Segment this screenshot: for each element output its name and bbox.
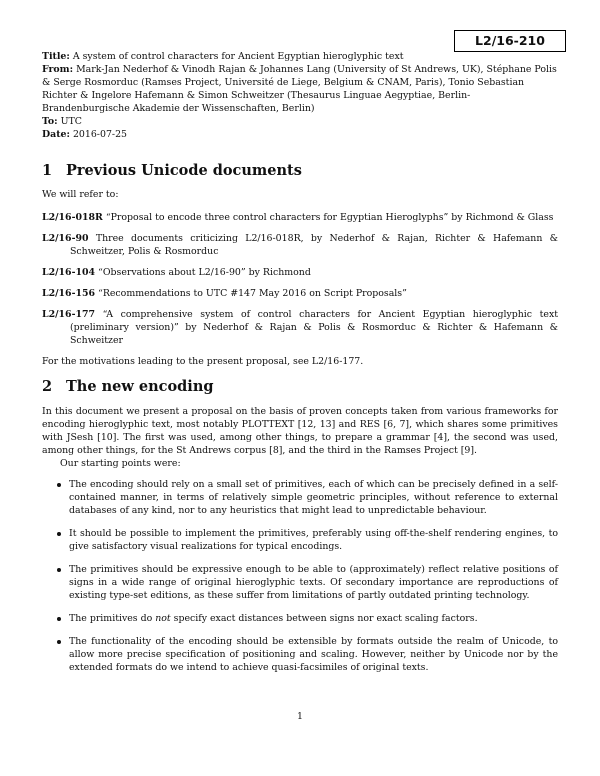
document-number-box: L2/16-210	[454, 30, 566, 52]
reference-text: “Proposal to encode three control characters for Egyptian Hieroglyphs” by Richmond & Glass	[105, 212, 554, 223]
section-1-body	[42, 188, 558, 368]
reference-id: L2/16-018R	[42, 212, 103, 223]
from-line	[42, 63, 558, 115]
title-line	[42, 50, 558, 63]
from-label: From:	[42, 64, 74, 75]
list-item: The primitives should be expressive enough to be able to (approximately) reflect relative positions of signs in a wide range of original hieroglyphic texts. Of secondary importance are reproductions of existing type-set editions, as these suffer from limitations of partly outdated printing technology.	[42, 563, 558, 602]
reference-id: L2/16-104	[42, 267, 96, 278]
reference-text: “Recommendations to UTC #147 May 2016 on Script Proposals”	[98, 288, 407, 299]
section-2-starting-points: Our starting points were:	[60, 458, 181, 469]
title-label: Title:	[42, 51, 70, 62]
date-text: 2016-07-25	[72, 129, 128, 140]
section-2-number: 2	[42, 378, 53, 395]
reference-item	[42, 266, 558, 279]
list-item	[42, 612, 558, 625]
section-1-outro: For the motivations leading to the present proposal, see L2/16-177.	[42, 356, 364, 367]
section-2-paragraph: In this document we present a proposal on the basis of proven concepts taken from various frameworks for encoding hieroglyphic text, most notably PLOTTEXT [12, 13] and RES [6, 7], which shares some primitives with JSesh [10]. The first was used, among other things, to prepare a grammar [4], the second was used, among other things, for the St Andrews corpus [8], and the third in the Ramses Project [9].	[42, 406, 558, 456]
section-2-title: The new encoding	[66, 378, 214, 395]
section-1-title: Previous Unicode documents	[66, 162, 302, 179]
reference-item	[42, 232, 558, 258]
reference-id: L2/16-177	[42, 309, 96, 320]
section-1-intro: We will refer to:	[42, 189, 119, 200]
section-2-body	[42, 405, 558, 684]
to-text: UTC	[60, 116, 82, 127]
reference-text: Three documents criticizing L2/16-018R, by Nederhof & Rajan, Richter & Hafemann & Schweitzer, Polis & Rosmorduc	[70, 233, 558, 257]
starting-points-list	[42, 478, 558, 674]
from-text: Mark-Jan Nederhof & Vinodh Rajan & Johannes Lang (University of St Andrews, UK), Stéphane Polis & Serge Rosmorduc (Ramses Project, Université de Liege, Belgium & CNAM, Paris), Tonio Sebastian Richter & Ingelore Hafemann & Simon Schweitzer (Thesaurus Linguae Aegyptiae, Berlin-Brandenburgische Akademie der Wissenschaften, Berlin)	[42, 64, 557, 114]
list-item: The encoding should rely on a small set of primitives, each of which can be precisely defined in a self-contained manner, in terms of relatively simple geometric principles, without reference to external databases of any kind, nor to any heuristics that might lead to unpredictable behaviour.	[42, 478, 558, 517]
section-1-heading	[42, 163, 302, 179]
date-label: Date:	[42, 129, 70, 140]
reference-item	[42, 287, 558, 300]
reference-text: “A comprehensive system of control characters for Ancient Egyptian hieroglyphic text (preliminary version)” by Nederhof & Rajan & Polis & Rosmorduc & Richter & Hafemann & Schweitzer	[70, 309, 558, 346]
emphasis-text: not	[155, 613, 171, 624]
list-item-text: specify exact distances between signs nor exact scaling factors.	[170, 613, 478, 624]
reference-id: L2/16-156	[42, 288, 96, 299]
reference-id: L2/16-90	[42, 233, 89, 244]
to-label: To:	[42, 116, 58, 127]
title-text: A system of control characters for Ancient Egyptian hieroglyphic text	[72, 51, 404, 62]
section-1-number: 1	[42, 162, 53, 179]
reference-item	[42, 308, 558, 347]
date-line	[42, 128, 558, 141]
to-line	[42, 115, 558, 128]
list-item-text: The primitives do	[69, 613, 156, 624]
page-number: 1	[297, 711, 303, 722]
reference-text: “Observations about L2/16-90” by Richmond	[98, 267, 311, 278]
list-item: It should be possible to implement the primitives, preferably using off-the-shelf rendering engines, to give satisfactory visual realizations for typical encodings.	[42, 527, 558, 553]
section-2-heading	[42, 379, 214, 395]
list-item: The functionality of the encoding should be extensible by formats outside the realm of Unicode, to allow more precise specification of positioning and scaling. However, neither by Unicode nor by the extended formats do we intend to achieve quasi-facsimiles of original texts.	[42, 635, 558, 674]
document-header	[42, 50, 558, 141]
reference-item	[42, 211, 558, 224]
